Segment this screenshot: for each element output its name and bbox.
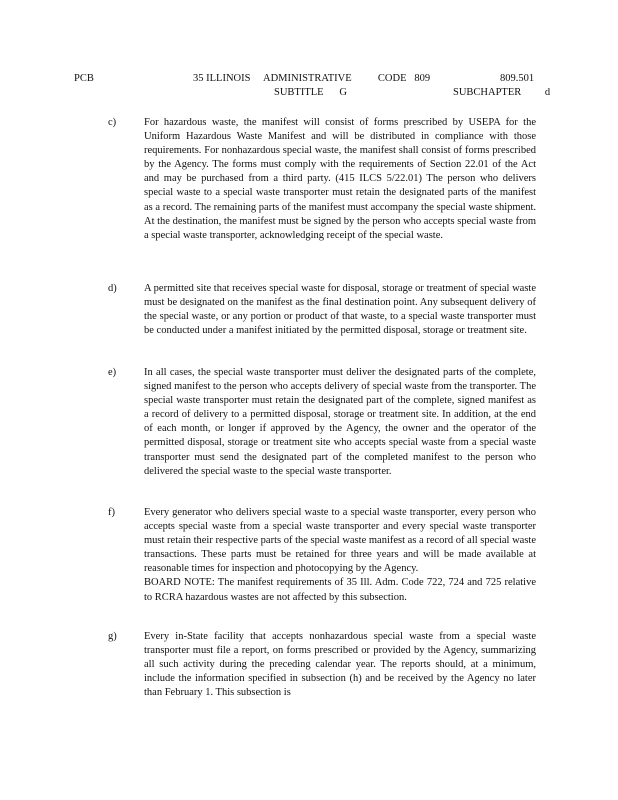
subsection-g xyxy=(108,630,538,700)
subsection-c xyxy=(108,116,538,268)
subsection-e xyxy=(108,366,538,492)
paragraph: In all cases, the special waste transporter must deliver the designated parts of the complete, signed manifest to the person who accepts delivery of special waste from the transporter. The special waste transporter must retain the designated part of the complete, signed manifest as a record of delivery to a permitted disposal, storage or treatment site. In addition, at the end of each month, or longer if approved by the Agency, the owner and the operator of the permitted disposal, storage or treatment site who accepts special waste from a special waste transporter must send the designated part of the completed manifest to the person who delivered the special waste to the special waste transporter. xyxy=(144,367,536,477)
subsection-f xyxy=(108,506,538,618)
paragraph: Every in-State facility that accepts nonhazardous special waste from a special waste transporter must file a report, on forms prescribed or provided by the Agency, summarizing all such activity during the preceding calendar year. The reports should, at a minimum, include the information specified in subsection (h) and be received by the Agency no later than February 1. This subsection is xyxy=(144,631,536,699)
subsection-text xyxy=(144,116,536,243)
subsection-d xyxy=(108,282,538,354)
header-section-number: 809.501 xyxy=(500,73,535,84)
subsection-label: d) xyxy=(108,283,117,294)
subsection-text xyxy=(144,366,536,479)
subsection-text xyxy=(144,282,536,338)
header-title: 35 ILLINOIS ADMINISTRATIVE CODE 809 xyxy=(193,73,431,84)
header-subchapter: SUBCHAPTER d xyxy=(453,87,551,98)
header-subtitle: SUBTITLE G xyxy=(274,87,347,98)
board-note: BOARD NOTE: The manifest requirements of 35 Ill. Adm. Code 722, 724 and 725 relative to RCRA hazardous wastes are not affected by this subsection. xyxy=(144,577,536,603)
subsection-label: c) xyxy=(108,117,117,128)
subsection-text xyxy=(144,506,536,605)
subsection-label: f) xyxy=(108,507,115,518)
subsection-text xyxy=(144,630,536,700)
header-agency: PCB xyxy=(74,73,94,84)
paragraph: Every generator who delivers special waste to a special waste transporter, every person who accepts special waste from a special waste transporter and every special waste transporter must retain their respective parts of the special waste manifest as a record of all special waste transactions. These parts must be retained for three years and will be made available at reasonable times for inspection and photocopying by the Agency. xyxy=(144,507,536,575)
subsection-label: e) xyxy=(108,367,117,378)
paragraph: A permitted site that receives special waste for disposal, storage or treatment of special waste must be designated on the manifest as the final destination point. Any subsequent delivery of the special waste, or any portion or product of that waste, to a special waste transporter must be conducted under a manifest initiated by the permitted disposal, storage or treatment site. xyxy=(144,283,536,337)
paragraph: For hazardous waste, the manifest will consist of forms prescribed by USEPA for the Uniform Hazardous Waste Manifest and will be distributed in compliance with those requirements. For nonhazardous special waste, the manifest shall consist of forms prescribed by the Agency. The forms must comply with the requirements of Section 22.01 of the Act and may be purchased from a third party. (415 ILCS 5/22.01) The person who delivers special waste to a special waste transporter must retain the designated parts of the manifest as a record. The remaining parts of the manifest must accompany the special waste shipment. At the destination, the manifest must be signed by the person who accepts special waste from a special waste transporter, acknowledging receipt of the special waste. xyxy=(144,117,536,241)
subsection-label: g) xyxy=(108,631,117,642)
